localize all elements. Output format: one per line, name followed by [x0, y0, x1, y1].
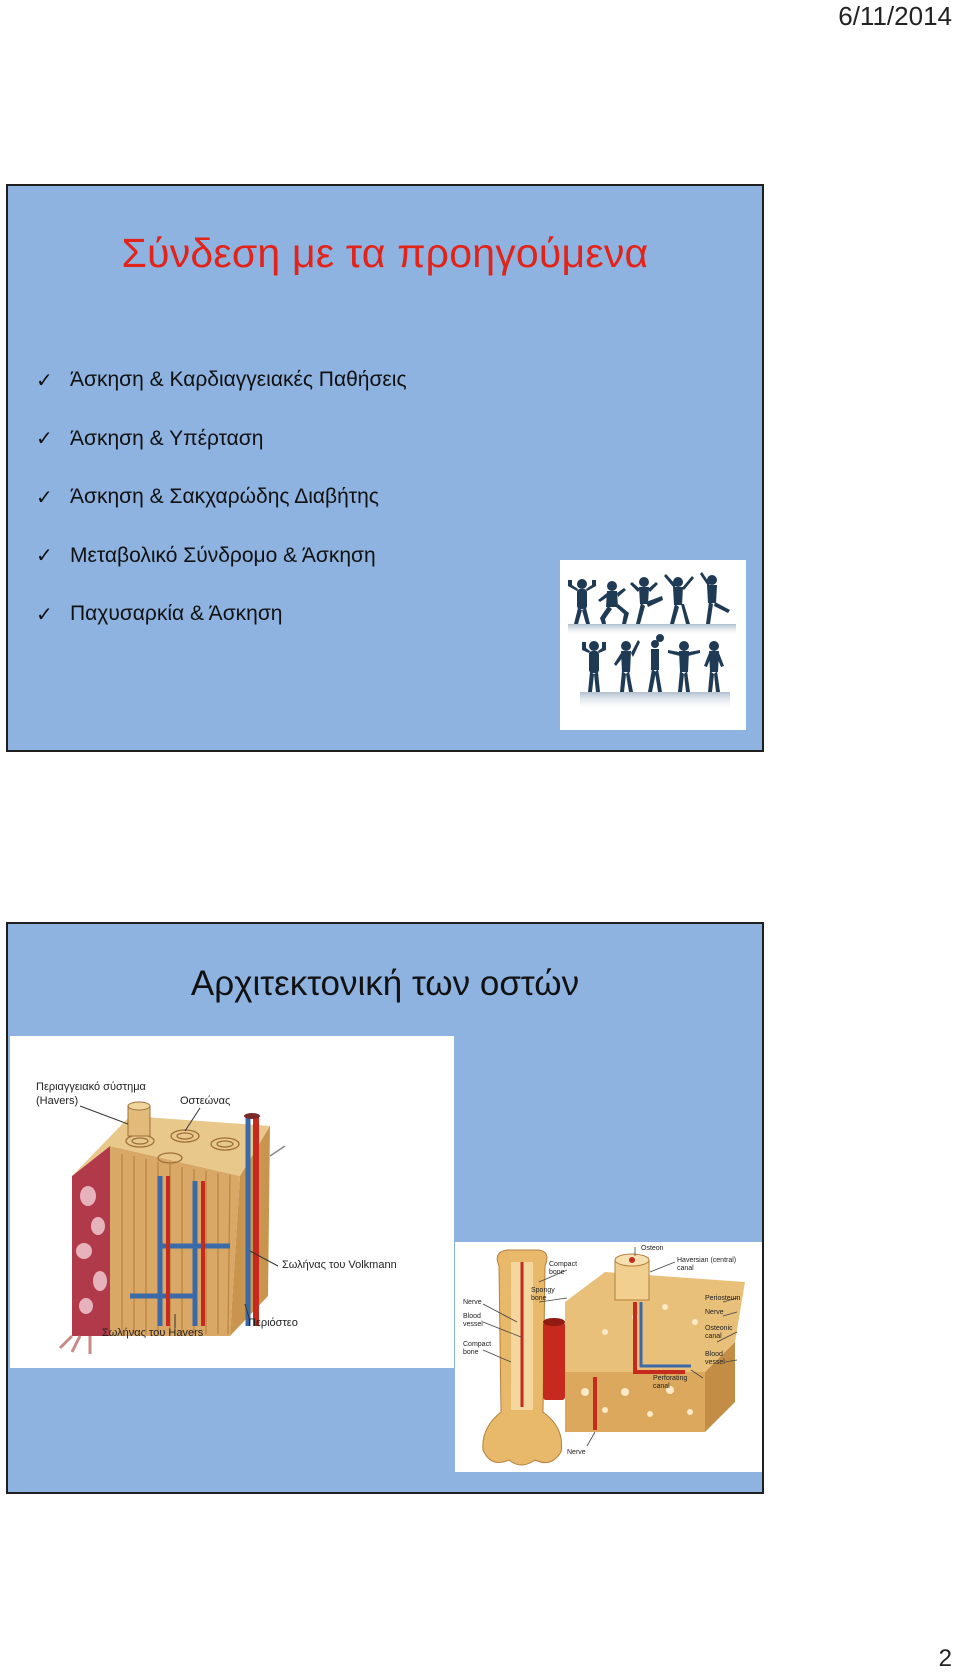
checkmark-icon: ✓ [36, 486, 53, 509]
checkmark-icon: ✓ [36, 603, 53, 626]
label-volkmann-canal: Σωλήνας του Volkmann [282, 1259, 397, 1271]
list-item [36, 410, 407, 469]
checkmark-icon: ✓ [36, 369, 53, 392]
bullet-text: Άσκηση & Καρδιαγγειακές Παθήσεις [70, 368, 407, 392]
label-perforating-canal-b: canal [653, 1383, 670, 1390]
label-periosteum: Περιόστεο [248, 1317, 298, 1329]
bullet-text: Άσκηση & Σακχαρώδης Διαβήτης [70, 485, 379, 509]
bullet-text: Άσκηση & Υπέρταση [70, 426, 264, 450]
label-haversian-canal: Haversian (central) [677, 1257, 737, 1264]
label-compact-bone-2b: bone [463, 1349, 479, 1356]
checkmark-icon: ✓ [36, 428, 53, 451]
bullet-text: Μεταβολικό Σύνδρομο & Άσκηση [70, 543, 376, 567]
page-number: 2 [938, 1645, 952, 1672]
header-date: 6/11/2014 [838, 1, 952, 31]
slide-title: Σύνδεση με τα προηγούμενα [121, 230, 649, 276]
label-nerve-right: Nerve [705, 1309, 724, 1316]
label-blood-vessel-right: Blood [705, 1351, 723, 1358]
label-periosteum: Periosteum [705, 1295, 741, 1302]
label-haversian-canal-sub: canal [677, 1265, 694, 1272]
label-spongy-bone-b: bone [531, 1295, 547, 1302]
bone-structure-diagram-english [455, 1242, 764, 1472]
label-compact-bone: Compact [549, 1261, 578, 1268]
list-item [36, 527, 407, 586]
label-spongy-bone: Spongy [531, 1287, 555, 1294]
label-haversian-system-sub: (Havers) [36, 1095, 79, 1107]
exercise-silhouettes-image [560, 560, 746, 730]
bullet-list [36, 351, 407, 644]
label-blood-vessel-right-b: vessel [705, 1359, 725, 1366]
label-nerve: Nerve [463, 1299, 482, 1306]
checkmark-icon: ✓ [36, 545, 53, 568]
bone-cross-section-diagram-greek [10, 1036, 454, 1368]
slide-connection-to-previous [6, 184, 764, 752]
list-item [36, 351, 407, 410]
list-item [36, 468, 407, 527]
label-blood-vessel: Blood [463, 1313, 481, 1320]
label-osteonic-canal: Osteonic [705, 1325, 733, 1332]
label-compact-bone-b: bone [549, 1269, 565, 1276]
label-blood-vessel-b: vessel [463, 1321, 483, 1328]
list-item [36, 585, 407, 644]
slide-bone-architecture [6, 922, 764, 1494]
label-perforating-canal: Perforating [653, 1375, 688, 1382]
label-havers-canal: Σωλήνας του Havers [102, 1327, 204, 1339]
slide-title: Αρχιτεκτονική των οστών [190, 964, 580, 1003]
label-nerve-bottom: Nerve [567, 1449, 586, 1456]
label-osteonic-canal-b: canal [705, 1333, 722, 1340]
bullet-text: Παχυσαρκία & Άσκηση [70, 602, 283, 626]
label-haversian-system: Περιαγγειακό σύστημα [36, 1081, 146, 1093]
label-compact-bone-2: Compact [463, 1341, 492, 1348]
label-osteon: Οστεώνας [180, 1095, 231, 1107]
label-osteon: Osteon [641, 1245, 664, 1252]
